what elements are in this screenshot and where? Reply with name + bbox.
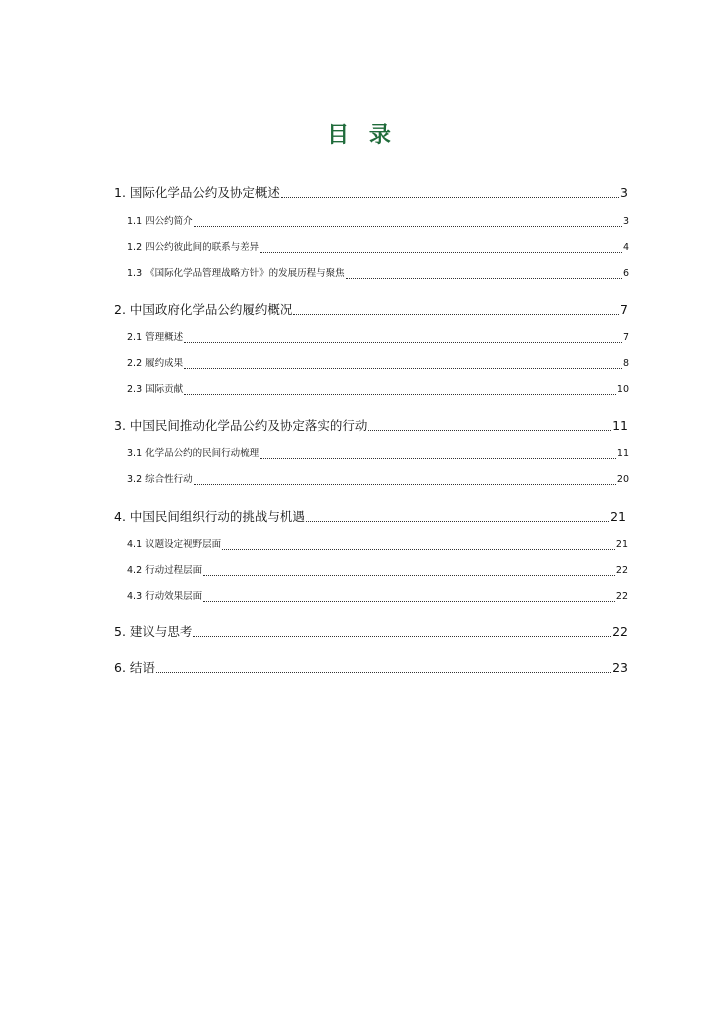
toc-entry-page: 20 bbox=[616, 474, 629, 485]
toc-entry[interactable] bbox=[114, 507, 626, 527]
toc-entry-page: 6 bbox=[622, 268, 629, 279]
toc-entry[interactable] bbox=[127, 535, 628, 555]
toc-entry-label: 6. 结语 bbox=[114, 660, 155, 675]
toc-entry-label: 1.2 四公约彼此间的联系与差异 bbox=[127, 242, 260, 253]
toc-entry[interactable] bbox=[127, 380, 629, 400]
toc-entry-label: 2.3 国际贡献 bbox=[127, 384, 184, 395]
dot-leader bbox=[203, 574, 615, 576]
toc-entry-label: 2.1 管理概述 bbox=[127, 332, 184, 343]
toc-entry-label: 5. 建议与思考 bbox=[114, 624, 193, 639]
toc-entry-page: 23 bbox=[612, 660, 628, 675]
toc-entry[interactable] bbox=[114, 622, 628, 642]
toc-entry-page: 7 bbox=[622, 332, 629, 343]
toc-entry-page: 4 bbox=[622, 242, 629, 253]
toc-entry-page: 21 bbox=[610, 509, 626, 524]
toc-title: 目 录 bbox=[327, 123, 397, 148]
toc-entry-page: 8 bbox=[622, 358, 629, 369]
toc-entry[interactable] bbox=[127, 561, 628, 581]
toc-entry-page: 22 bbox=[615, 565, 628, 576]
dot-leader bbox=[194, 483, 616, 485]
toc-entry-label: 1.3 《国际化学品管理战略方针》的发展历程与聚焦 bbox=[127, 268, 345, 279]
toc-entry[interactable] bbox=[127, 212, 629, 232]
dot-leader bbox=[260, 251, 622, 253]
toc-entry-label: 2. 中国政府化学品公约履约概况 bbox=[114, 302, 293, 317]
toc-entry[interactable] bbox=[127, 354, 629, 374]
toc-entry-label: 4.3 行动效果层面 bbox=[127, 591, 203, 602]
dot-leader bbox=[194, 225, 622, 227]
toc-entry-label: 3. 中国民间推动化学品公约及协定落实的行动 bbox=[114, 418, 368, 433]
toc-entry-page: 10 bbox=[616, 384, 629, 395]
dot-leader bbox=[281, 196, 619, 198]
toc-entry[interactable] bbox=[127, 444, 629, 464]
toc-entry-page: 22 bbox=[615, 591, 628, 602]
toc-entry-label: 3.1 化学品公约的民间行动梳理 bbox=[127, 448, 260, 459]
toc-entry-page: 11 bbox=[612, 418, 628, 433]
dot-leader bbox=[156, 671, 611, 673]
dot-leader bbox=[346, 277, 622, 279]
toc-entry[interactable] bbox=[114, 300, 628, 320]
dot-leader bbox=[193, 635, 611, 637]
toc-entry-page: 3 bbox=[620, 185, 628, 200]
dot-leader bbox=[222, 548, 615, 550]
toc-entry[interactable] bbox=[127, 264, 629, 284]
dot-leader bbox=[306, 520, 609, 522]
dot-leader bbox=[260, 457, 616, 459]
dot-leader bbox=[184, 393, 616, 395]
toc-entry[interactable] bbox=[127, 470, 629, 490]
toc-entry[interactable] bbox=[114, 183, 628, 203]
toc-entry-label: 3.2 综合性行动 bbox=[127, 474, 193, 485]
toc-entry-label: 4.2 行动过程层面 bbox=[127, 565, 203, 576]
dot-leader bbox=[184, 341, 622, 343]
toc-entry-label: 1.1 四公约简介 bbox=[127, 216, 193, 227]
dot-leader bbox=[203, 600, 615, 602]
toc-entry-page: 11 bbox=[616, 448, 629, 459]
toc-entry[interactable] bbox=[127, 238, 629, 258]
dot-leader bbox=[293, 313, 619, 315]
toc-entry-label: 4.1 议题设定视野层面 bbox=[127, 539, 222, 550]
dot-leader bbox=[184, 367, 622, 369]
toc-entry-page: 3 bbox=[622, 216, 629, 227]
toc-entry[interactable] bbox=[127, 587, 628, 607]
toc-entry-page: 22 bbox=[612, 624, 628, 639]
toc-entry-page: 21 bbox=[615, 539, 628, 550]
toc-entry-label: 2.2 履约成果 bbox=[127, 358, 184, 369]
toc-entry-label: 1. 国际化学品公约及协定概述 bbox=[114, 185, 280, 200]
toc-entry[interactable] bbox=[114, 658, 628, 678]
toc-entry[interactable] bbox=[114, 416, 628, 436]
toc-entry-label: 4. 中国民间组织行动的挑战与机遇 bbox=[114, 509, 305, 524]
toc-entry-page: 7 bbox=[620, 302, 628, 317]
toc-entry[interactable] bbox=[127, 328, 629, 348]
dot-leader bbox=[368, 429, 611, 431]
